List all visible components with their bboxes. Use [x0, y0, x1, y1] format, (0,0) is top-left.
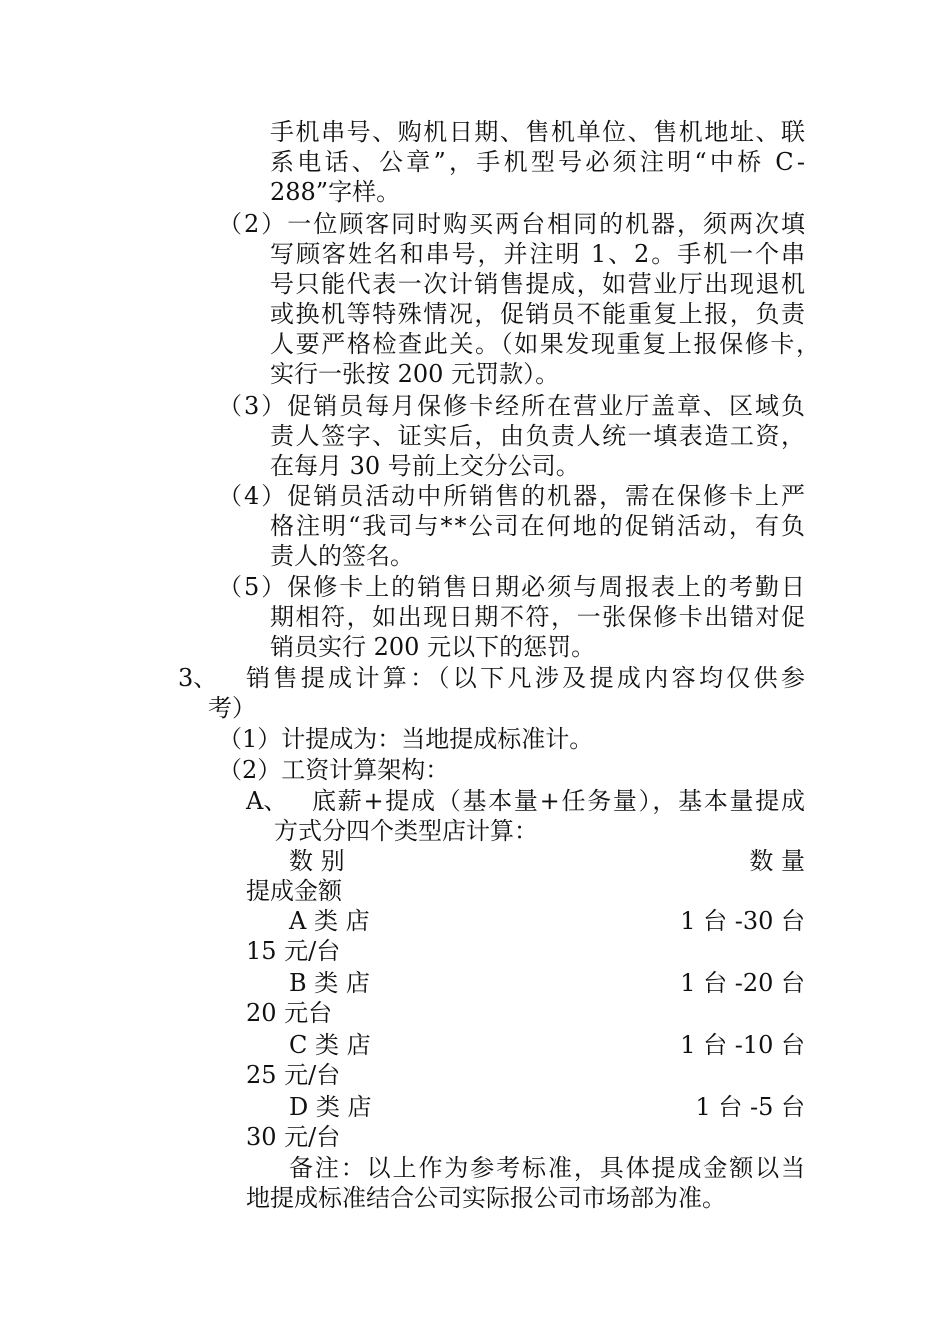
subsection-a-marker: A、 [246, 787, 288, 815]
table-row-d-amount: 30 元/台 [246, 1123, 341, 1151]
table-row-a-amount: 15 元/台 [246, 937, 341, 965]
table-row-c-amount: 25 元/台 [246, 1061, 341, 1089]
table-row-a-quantity: 1 台 -30 台 [680, 907, 805, 935]
item4-line-3: 责人的签名。 [270, 542, 414, 570]
table-row-b-type: B 类 店 [289, 969, 370, 997]
table-row-c-quantity: 1 台 -10 台 [680, 1031, 805, 1059]
table-header-quantity: 数 量 [749, 847, 805, 875]
item1-line-2: 系电话、公章”，手机型号必须注明“中桥 C- [270, 148, 809, 176]
item4-line-2: 格注明“我司与**公司在何地的促销活动，有负 [270, 512, 808, 540]
item2-line-4: 或换机等特殊情况，促销员不能重复上报，负责 [270, 300, 807, 328]
note-line-1: 备注：以上作为参考标准，具体提成金额以当 [289, 1154, 807, 1182]
note-line-2: 地提成标准结合公司实际报公司市场部为准。 [246, 1184, 726, 1212]
item5-line-2: 期相符，如出现日期不符，一张保修卡出错对促 [270, 603, 807, 631]
table-header-amount: 提成金额 [246, 877, 342, 905]
item5-line-1: （5）保修卡上的销售日期必须与周报表上的考勤日 [218, 573, 807, 601]
subsection-a-line-2: 方式分四个类型店计算： [274, 817, 538, 845]
table-row-d-quantity: 1 台 -5 台 [695, 1093, 805, 1121]
table-row-b-quantity: 1 台 -20 台 [680, 969, 805, 997]
item3-line-2: 责人签字、证实后，由负责人统一填表造工资， [270, 422, 807, 450]
table-row-b-amount: 20 元台 [246, 999, 333, 1027]
subsection-1: （1）计提成为：当地提成标准计。 [218, 725, 594, 753]
item1-line-1: 手机串号、购机日期、售机单位、售机地址、联 [270, 118, 807, 146]
subsection-2: （2）工资计算架构： [218, 756, 450, 784]
table-header-type: 数 别 [289, 847, 345, 875]
item2-line-6: 实行一张按 200 元罚款）。 [270, 360, 560, 388]
table-row-d-type: D 类 店 [289, 1093, 372, 1121]
section-3-line-1: 销售提成计算：（以下凡涉及提成内容均仅供参 [246, 664, 809, 692]
item2-line-2: 写顾客姓名和串号，并注明 1、2。手机一个串 [270, 240, 807, 268]
subsection-a-line-1: 底薪+提成（基本量+任务量），基本量提成 [312, 787, 807, 815]
item2-line-3: 号只能代表一次计销售提成，如营业厅出现退机 [270, 270, 807, 298]
section-3-number: 3、 [178, 664, 218, 692]
item3-line-3: 在每月 30 号前上交分公司。 [270, 452, 580, 480]
table-row-c-type: C 类 店 [289, 1031, 371, 1059]
item3-line-1: （3）促销员每月保修卡经所在营业厅盖章、区域负 [218, 392, 807, 420]
item2-line-5: 人要严格检查此关。（如果发现重复上报保修卡， [270, 330, 822, 358]
item1-line-3: 288”字样。 [270, 178, 401, 206]
item2-line-1: （2）一位顾客同时购买两台相同的机器，须两次填 [218, 210, 807, 238]
item5-line-3: 销员实行 200 元以下的惩罚。 [270, 633, 596, 661]
item4-line-1: （4）促销员活动中所销售的机器，需在保修卡上严 [218, 482, 807, 510]
section-3-line-2: 考） [208, 694, 256, 722]
table-row-a-type: A 类 店 [289, 907, 370, 935]
